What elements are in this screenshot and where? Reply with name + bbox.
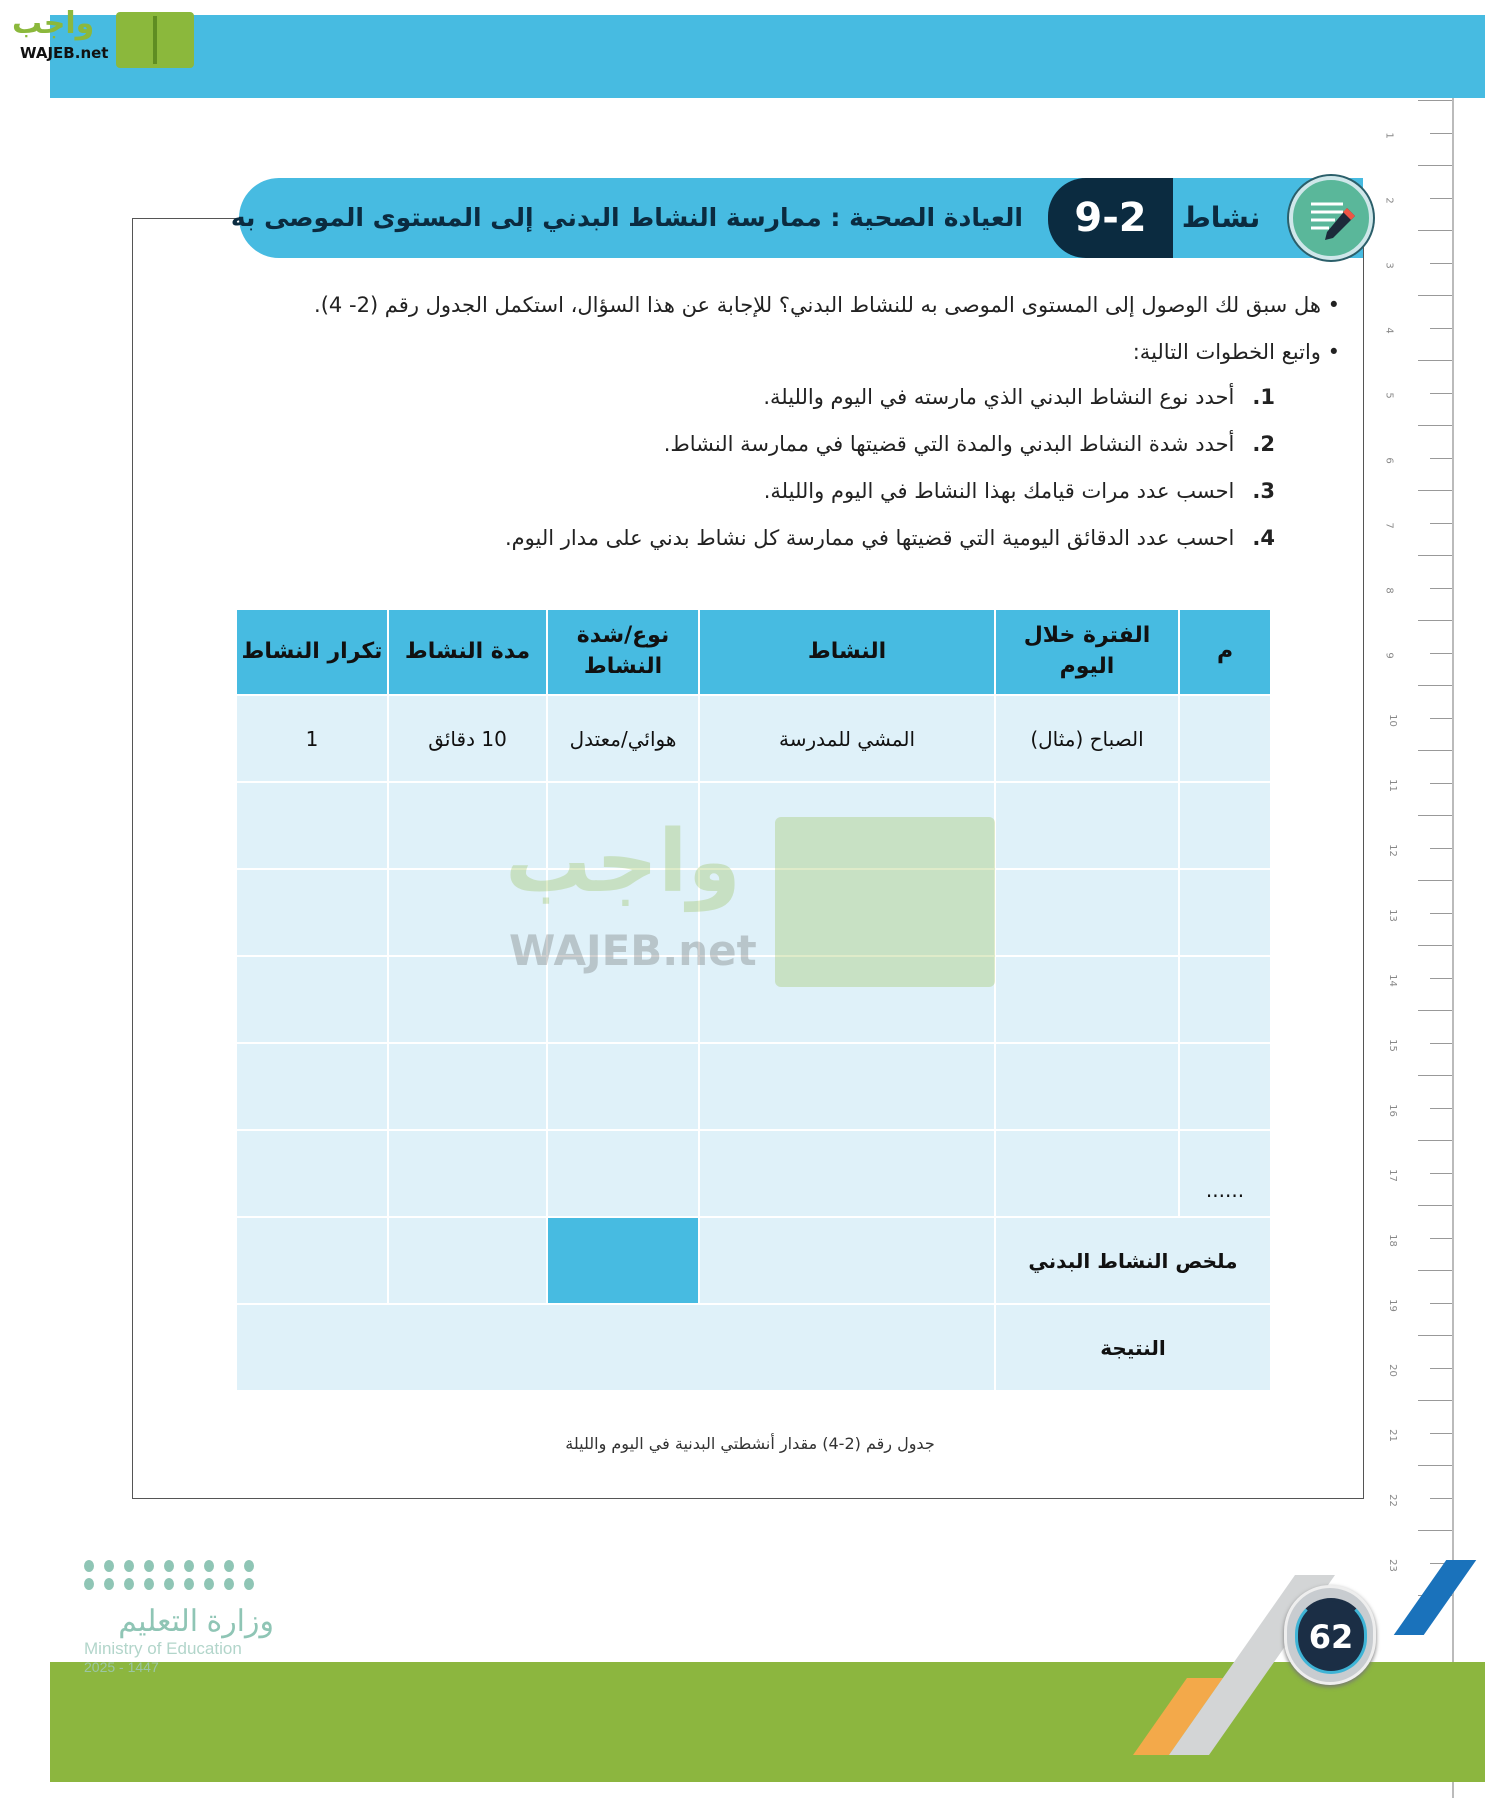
activity-banner bbox=[230, 178, 1363, 258]
ruler-tick bbox=[1430, 1368, 1452, 1369]
cell[interactable] bbox=[388, 1217, 547, 1304]
blue-stripe bbox=[1394, 1560, 1477, 1635]
ruler-number: 2 bbox=[1383, 197, 1395, 204]
ruler-tick bbox=[1430, 1238, 1452, 1239]
cell[interactable] bbox=[388, 869, 547, 956]
table-caption: جدول رقم (2-4) مقدار أنشطتي البدنية في اليوم والليلة bbox=[565, 1434, 935, 1453]
ruler-number: 17 bbox=[1386, 1169, 1398, 1182]
cell-ellipsis[interactable]: ...... bbox=[1179, 1130, 1271, 1217]
ruler-tick bbox=[1430, 1043, 1452, 1044]
cell[interactable] bbox=[388, 1130, 547, 1217]
top-band bbox=[50, 15, 1485, 98]
table-row bbox=[236, 956, 1271, 1043]
ruler-number: 14 bbox=[1386, 974, 1398, 987]
table-row-example bbox=[236, 695, 1271, 782]
page-ruler bbox=[1452, 98, 1454, 1798]
step-number: 1. bbox=[1252, 385, 1275, 409]
ruler-number: 6 bbox=[1383, 457, 1395, 464]
cell[interactable] bbox=[236, 1043, 388, 1130]
table-row bbox=[236, 1130, 1271, 1217]
ruler-tick bbox=[1418, 1075, 1452, 1076]
ruler-tick bbox=[1430, 1108, 1452, 1109]
table-header-row bbox=[236, 609, 1271, 695]
step-text: أحدد نوع النشاط البدني الذي مارسته في اليوم والليلة. bbox=[763, 385, 1235, 409]
cell[interactable] bbox=[236, 1130, 388, 1217]
cell[interactable] bbox=[1179, 1043, 1271, 1130]
cell[interactable] bbox=[1179, 869, 1271, 956]
ruler-number: 13 bbox=[1386, 909, 1398, 922]
table-row bbox=[236, 869, 1271, 956]
step-text: احسب عدد مرات قيامك بهذا النشاط في اليوم والليلة. bbox=[763, 479, 1235, 503]
ruler-tick bbox=[1418, 945, 1452, 946]
bullet-text: واتبع الخطوات التالية: bbox=[1132, 340, 1321, 364]
cell-blank-blue bbox=[547, 1217, 699, 1304]
ruler-tick bbox=[1418, 1465, 1452, 1466]
step-number: 2. bbox=[1252, 432, 1275, 456]
bullet-follow-steps: • واتبع الخطوات التالية: bbox=[1132, 340, 1340, 364]
ruler-tick bbox=[1430, 263, 1452, 264]
ruler-number: 15 bbox=[1386, 1039, 1398, 1052]
ministry-year: 2025 - 1447 bbox=[84, 1659, 159, 1675]
cell[interactable] bbox=[547, 1043, 699, 1130]
table-row bbox=[236, 1043, 1271, 1130]
ruler-tick bbox=[1430, 1303, 1452, 1304]
cell[interactable] bbox=[236, 869, 388, 956]
activity-kind: نشاط bbox=[1181, 201, 1261, 234]
logo-arabic: واجب bbox=[12, 6, 95, 41]
cell[interactable] bbox=[388, 782, 547, 869]
header-activity: النشاط bbox=[699, 609, 995, 695]
cell[interactable] bbox=[388, 1043, 547, 1130]
ruler-tick bbox=[1418, 815, 1452, 816]
cell: هوائي/معتدل bbox=[547, 695, 699, 782]
step-1 bbox=[763, 385, 1275, 409]
result-cell[interactable] bbox=[236, 1304, 995, 1391]
ruler-number: 3 bbox=[1383, 262, 1395, 269]
ruler-tick bbox=[1418, 100, 1452, 101]
ruler-tick bbox=[1430, 913, 1452, 914]
cell[interactable] bbox=[236, 956, 388, 1043]
ruler-tick bbox=[1430, 133, 1452, 134]
ministry-arabic: وزارة التعليم bbox=[118, 1605, 274, 1638]
book-icon bbox=[116, 12, 194, 68]
cell: الصباح (مثال) bbox=[995, 695, 1179, 782]
ruler-number: 5 bbox=[1383, 392, 1395, 399]
cell[interactable] bbox=[699, 869, 995, 956]
logo-english: WAJEB.net bbox=[20, 44, 109, 62]
step-4 bbox=[505, 526, 1275, 550]
watermark-arabic: واجب bbox=[505, 812, 741, 912]
ruler-number: 18 bbox=[1386, 1234, 1398, 1247]
table-row-result bbox=[236, 1304, 1271, 1391]
ruler-tick bbox=[1418, 295, 1452, 296]
ruler-number: 21 bbox=[1386, 1429, 1398, 1442]
ruler-tick bbox=[1430, 783, 1452, 784]
ruler-tick bbox=[1430, 1498, 1452, 1499]
ruler-number: 19 bbox=[1386, 1299, 1398, 1312]
ruler-tick bbox=[1418, 1140, 1452, 1141]
header-frequency: تكرار النشاط bbox=[236, 609, 388, 695]
ruler-tick bbox=[1430, 458, 1452, 459]
cell[interactable] bbox=[1179, 956, 1271, 1043]
step-text: احسب عدد الدقائق اليومية التي قضيتها في ممارسة كل نشاط بدني على مدار اليوم. bbox=[504, 526, 1235, 550]
cell[interactable] bbox=[236, 1217, 388, 1304]
bullet-text: هل سبق لك الوصول إلى المستوى الموصى به للنشاط البدني؟ للإجابة عن هذا السؤال، استكمل الجدول رقم (2- 4). bbox=[314, 293, 1321, 317]
cell[interactable] bbox=[236, 782, 388, 869]
ruler-tick bbox=[1418, 165, 1452, 166]
ruler-tick bbox=[1418, 1205, 1452, 1206]
header-duration: مدة النشاط bbox=[388, 609, 547, 695]
ruler-tick bbox=[1418, 425, 1452, 426]
cell[interactable] bbox=[995, 956, 1179, 1043]
cell[interactable] bbox=[1179, 782, 1271, 869]
cell[interactable] bbox=[699, 782, 995, 869]
ruler-tick bbox=[1418, 360, 1452, 361]
ruler-number: 8 bbox=[1383, 587, 1395, 594]
cell[interactable] bbox=[699, 1043, 995, 1130]
ruler-tick bbox=[1418, 1270, 1452, 1271]
table-row bbox=[236, 782, 1271, 869]
ministry-logo bbox=[84, 1560, 274, 1675]
ruler-number: 1 bbox=[1383, 132, 1395, 139]
ruler-tick bbox=[1430, 848, 1452, 849]
cell[interactable] bbox=[547, 782, 699, 869]
cell[interactable] bbox=[699, 1217, 995, 1304]
cell[interactable] bbox=[995, 1043, 1179, 1130]
ruler-number: 11 bbox=[1386, 779, 1398, 792]
cell[interactable] bbox=[995, 1130, 1179, 1217]
watermark-english: WAJEB.net bbox=[509, 926, 757, 975]
header-type: نوع/شدة النشاط bbox=[547, 609, 699, 695]
ruler-tick bbox=[1430, 523, 1452, 524]
ruler-number: 9 bbox=[1383, 652, 1395, 659]
ruler-tick bbox=[1418, 880, 1452, 881]
step-number: 3. bbox=[1252, 479, 1275, 503]
cell[interactable] bbox=[995, 782, 1179, 869]
ruler-tick bbox=[1418, 490, 1452, 491]
ministry-dots-icon bbox=[84, 1560, 274, 1590]
cell: 1 bbox=[236, 695, 388, 782]
header-index: م bbox=[1179, 609, 1271, 695]
activity-number: 9-2 bbox=[1048, 178, 1173, 258]
cell[interactable] bbox=[547, 956, 699, 1043]
cell[interactable] bbox=[388, 956, 547, 1043]
ruler-tick bbox=[1430, 328, 1452, 329]
cell[interactable] bbox=[547, 869, 699, 956]
cell[interactable] bbox=[699, 956, 995, 1043]
ruler-tick bbox=[1418, 620, 1452, 621]
ruler-tick bbox=[1418, 1335, 1452, 1336]
cell[interactable] bbox=[547, 1130, 699, 1217]
page-number: 62 bbox=[1295, 1598, 1367, 1674]
wajeb-logo[interactable] bbox=[8, 6, 188, 66]
cell[interactable] bbox=[1179, 695, 1271, 782]
activity-table bbox=[235, 608, 1272, 1392]
result-label: النتيجة bbox=[995, 1304, 1271, 1391]
ruler-tick bbox=[1430, 718, 1452, 719]
page-number-badge bbox=[1284, 1585, 1376, 1685]
ruler-tick bbox=[1418, 555, 1452, 556]
summary-label: ملخص النشاط البدني bbox=[995, 1217, 1271, 1304]
cell: 10 دقائق bbox=[388, 695, 547, 782]
ruler-number: 4 bbox=[1383, 327, 1395, 334]
step-number: 4. bbox=[1252, 526, 1275, 550]
ruler-tick bbox=[1430, 198, 1452, 199]
pencil-notes-icon bbox=[1289, 176, 1373, 260]
ruler-number: 12 bbox=[1386, 844, 1398, 857]
ruler-tick bbox=[1418, 230, 1452, 231]
activity-title: العيادة الصحية : ممارسة النشاط البدني إلى المستوى الموصى به bbox=[230, 203, 1023, 232]
ruler-tick bbox=[1418, 750, 1452, 751]
step-2 bbox=[664, 432, 1275, 456]
ruler-tick bbox=[1430, 653, 1452, 654]
ruler-number: 23 bbox=[1386, 1559, 1398, 1572]
ruler-tick bbox=[1430, 393, 1452, 394]
ruler-number: 20 bbox=[1386, 1364, 1398, 1377]
ruler-number: 22 bbox=[1386, 1494, 1398, 1507]
step-3 bbox=[764, 479, 1275, 503]
cell[interactable] bbox=[699, 1130, 995, 1217]
bullet-question: • هل سبق لك الوصول إلى المستوى الموصى به للنشاط البدني؟ للإجابة عن هذا السؤال، استكمل الجدول رقم (2- 4). bbox=[314, 293, 1340, 317]
ruler-tick bbox=[1430, 978, 1452, 979]
ruler-tick bbox=[1430, 1173, 1452, 1174]
ruler-number: 7 bbox=[1383, 522, 1395, 529]
ruler-number: 16 bbox=[1386, 1104, 1398, 1117]
ruler-number: 10 bbox=[1386, 714, 1398, 727]
ministry-english: Ministry of Education bbox=[84, 1639, 242, 1658]
cell[interactable] bbox=[995, 869, 1179, 956]
ruler-tick bbox=[1418, 1530, 1452, 1531]
table-row-summary bbox=[236, 1217, 1271, 1304]
ruler-tick bbox=[1418, 1400, 1452, 1401]
ruler-tick bbox=[1418, 1010, 1452, 1011]
footer-band bbox=[50, 1662, 1485, 1782]
ruler-tick bbox=[1430, 588, 1452, 589]
ruler-tick bbox=[1418, 685, 1452, 686]
step-text: أحدد شدة النشاط البدني والمدة التي قضيتها في ممارسة النشاط. bbox=[663, 432, 1235, 456]
header-period: الفترة خلال اليوم bbox=[995, 609, 1179, 695]
cell: المشي للمدرسة bbox=[699, 695, 995, 782]
